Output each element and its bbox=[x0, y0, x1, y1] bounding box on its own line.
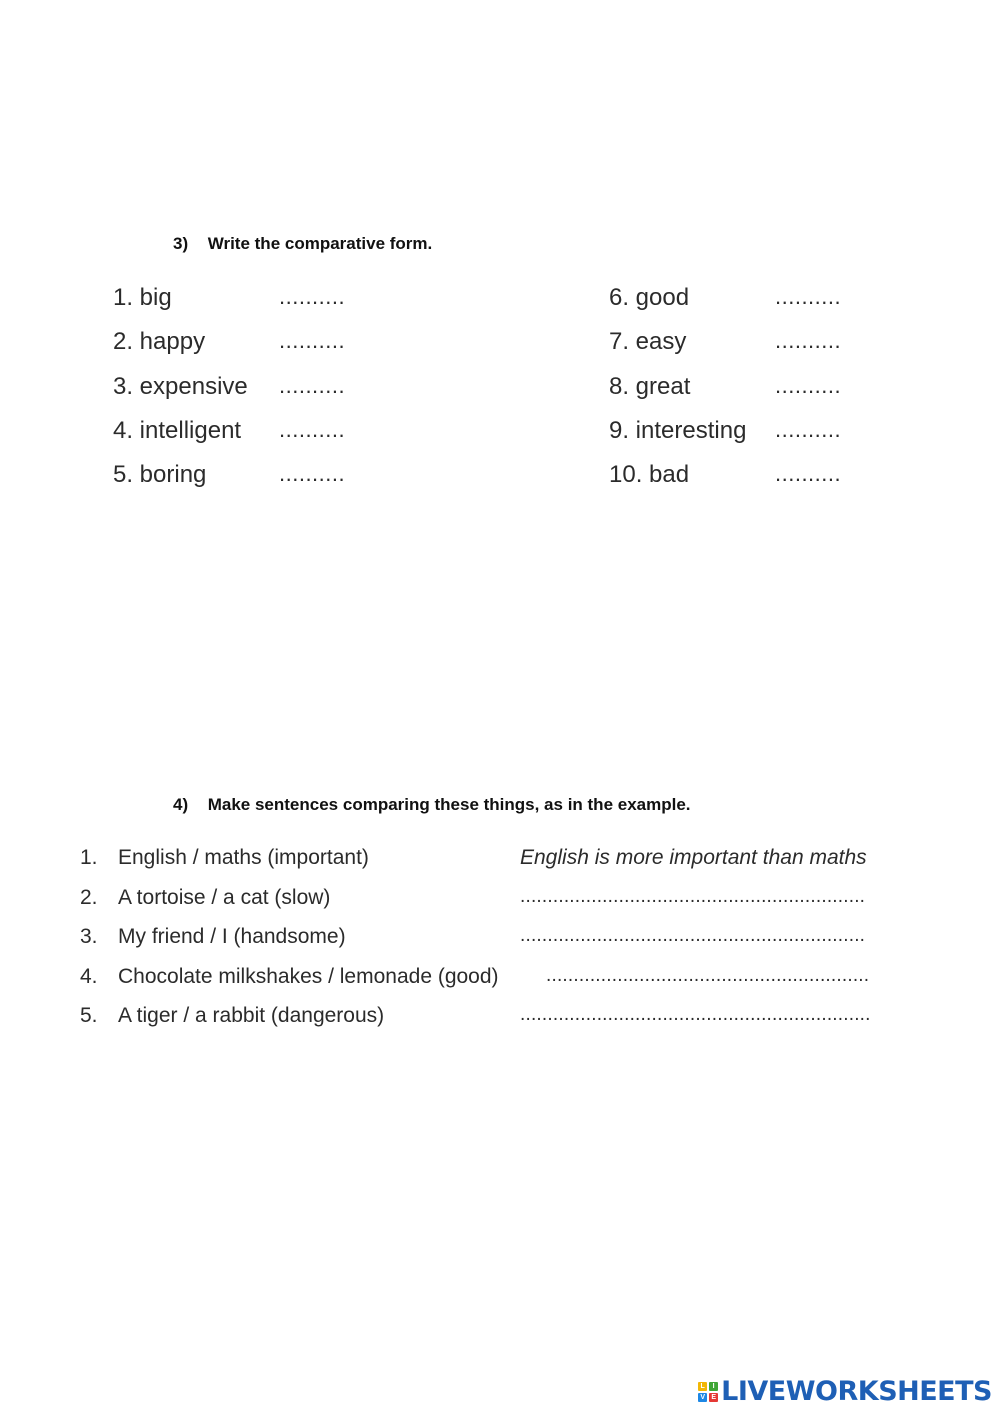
word-item bbox=[113, 373, 345, 417]
sentence-number: 4. bbox=[80, 964, 98, 988]
word-list-right bbox=[609, 284, 841, 505]
logo-letter-e: E bbox=[709, 1393, 718, 1402]
answer-blank[interactable]: .......... bbox=[279, 372, 346, 398]
word-label: 1. big bbox=[113, 284, 172, 311]
sentence-list bbox=[80, 846, 940, 1044]
word-item bbox=[609, 461, 841, 505]
sentence-prompt: A tortoise / a cat (slow) bbox=[118, 885, 331, 909]
sentence-item bbox=[80, 925, 940, 965]
answer-blank[interactable]: .......... bbox=[775, 372, 842, 398]
sentence-prompt: My friend / I (handsome) bbox=[118, 925, 346, 949]
word-label: 4. intelligent bbox=[113, 416, 242, 444]
section-4-title: Make sentences comparing these things, as in the example. bbox=[207, 795, 691, 814]
answer-blank[interactable]: .......... bbox=[279, 284, 346, 309]
word-item bbox=[113, 284, 345, 328]
word-item bbox=[609, 373, 841, 417]
sentence-number: 5. bbox=[80, 1004, 98, 1028]
answer-blank[interactable]: ............................................................... bbox=[520, 925, 866, 947]
sentence-item bbox=[80, 846, 940, 886]
word-label: 3. expensive bbox=[113, 372, 248, 400]
word-label: 10. bad bbox=[609, 461, 690, 489]
logo-text: LIVEWORKSHEETS bbox=[721, 1376, 992, 1407]
answer-blank[interactable]: ........................................................... bbox=[546, 964, 870, 986]
sentence-item bbox=[80, 965, 940, 1005]
sentence-prompt: English / maths (important) bbox=[118, 846, 369, 869]
word-label: 8. great bbox=[609, 372, 691, 400]
liveworksheets-logo[interactable] bbox=[698, 1376, 992, 1407]
word-label: 6. good bbox=[609, 284, 690, 311]
word-item bbox=[609, 417, 841, 461]
word-item bbox=[113, 328, 345, 372]
answer-blank[interactable]: .......... bbox=[775, 416, 842, 442]
word-item bbox=[113, 461, 345, 505]
word-label: 9. interesting bbox=[609, 416, 747, 444]
example-answer: English is more important than maths bbox=[520, 846, 867, 869]
sentence-prompt: Chocolate milkshakes / lemonade (good) bbox=[118, 964, 499, 988]
word-item bbox=[609, 328, 841, 372]
logo-letter-i: I bbox=[709, 1382, 718, 1391]
word-label: 5. boring bbox=[113, 461, 207, 489]
section-4-heading bbox=[173, 795, 691, 815]
section-3-heading bbox=[173, 234, 432, 254]
sentence-number: 3. bbox=[80, 925, 98, 949]
section-3-title: Write the comparative form. bbox=[207, 234, 433, 253]
answer-blank[interactable]: ............................................................... bbox=[520, 885, 866, 907]
sentence-item bbox=[80, 886, 940, 926]
sentence-number: 1. bbox=[80, 846, 98, 869]
word-item bbox=[113, 417, 345, 461]
answer-blank[interactable]: .......... bbox=[279, 461, 346, 487]
answer-blank[interactable]: .......... bbox=[775, 284, 842, 309]
answer-blank[interactable]: .......... bbox=[279, 416, 346, 442]
logo-letter-l: L bbox=[698, 1382, 707, 1391]
answer-blank[interactable]: .......... bbox=[775, 461, 842, 487]
answer-blank[interactable]: .......... bbox=[279, 328, 346, 354]
sentence-prompt: A tiger / a rabbit (dangerous) bbox=[118, 1004, 385, 1028]
sentence-number: 2. bbox=[80, 885, 98, 909]
word-list-left bbox=[113, 284, 345, 505]
sentence-item bbox=[80, 1004, 940, 1044]
section-3-number: 3) bbox=[173, 234, 189, 253]
logo-mark-icon bbox=[698, 1382, 718, 1402]
word-item bbox=[609, 284, 841, 328]
answer-blank[interactable]: ................................................................ bbox=[520, 1004, 871, 1026]
word-label: 7. easy bbox=[609, 328, 687, 356]
answer-blank[interactable]: .......... bbox=[775, 328, 842, 354]
logo-letter-v: V bbox=[698, 1393, 707, 1402]
word-label: 2. happy bbox=[113, 328, 206, 356]
section-4-number: 4) bbox=[173, 795, 189, 814]
